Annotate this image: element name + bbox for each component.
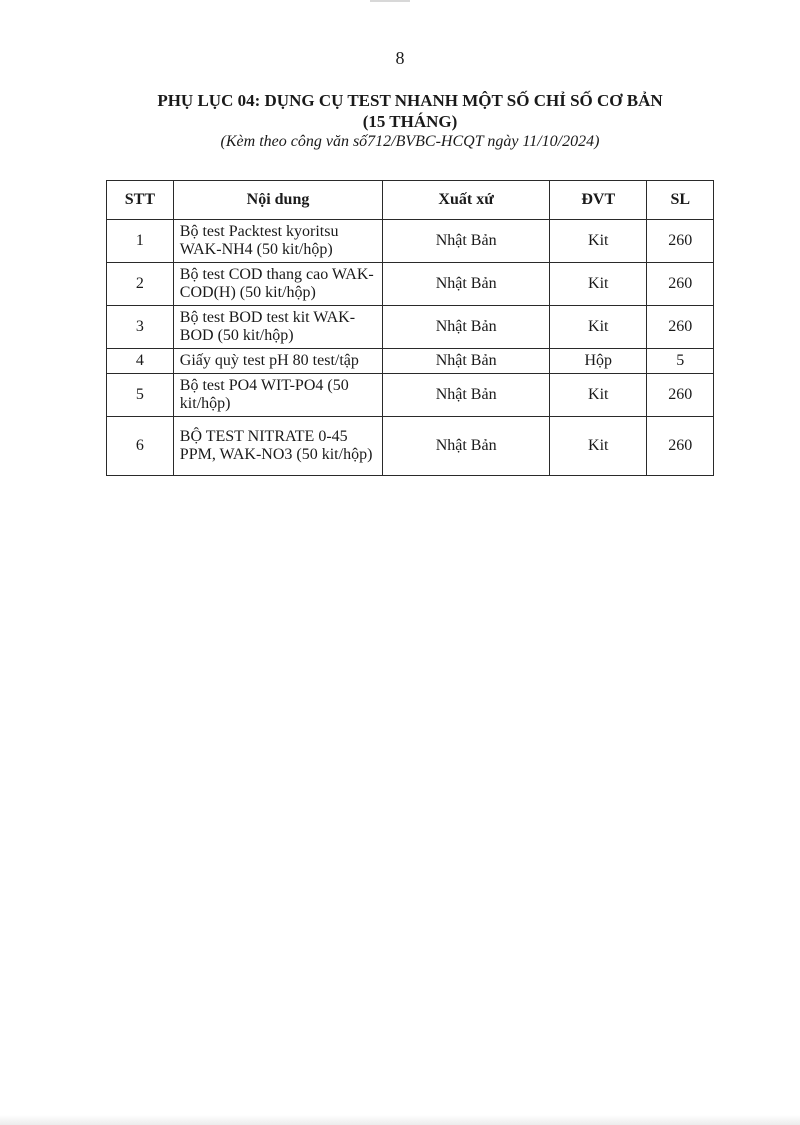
table-row	[107, 220, 714, 263]
cell-stt: 1	[107, 220, 174, 263]
header-content: Nội dung	[173, 181, 382, 220]
cell-qty: 5	[647, 349, 714, 374]
cell-stt: 3	[107, 306, 174, 349]
cell-unit: Kit	[550, 263, 647, 306]
cell-qty: 260	[647, 374, 714, 417]
cell-origin: Nhật Bản	[383, 263, 550, 306]
cell-content: Bộ test COD thang cao WAK-COD(H) (50 kit/hộp)	[173, 263, 382, 306]
cell-stt: 2	[107, 263, 174, 306]
appendix-title-line1: PHỤ LỤC 04: DỤNG CỤ TEST NHANH MỘT SỐ CHỈ SỐ CƠ BẢN	[157, 91, 663, 110]
cell-content: Giấy quỳ test pH 80 test/tập	[173, 349, 382, 374]
appendix-subtitle: (Kèm theo công văn số712/BVBC-HCQT ngày 11/10/2024)	[220, 133, 600, 150]
cell-unit: Hộp	[550, 349, 647, 374]
appendix-title	[100, 90, 720, 132]
table-row	[107, 349, 714, 374]
table-header-row	[107, 181, 714, 220]
cell-stt: 5	[107, 374, 174, 417]
table-row	[107, 417, 714, 476]
table-row	[107, 306, 714, 349]
cell-origin: Nhật Bản	[383, 417, 550, 476]
cell-unit: Kit	[550, 220, 647, 263]
header-stt: STT	[107, 181, 174, 220]
cell-qty: 260	[647, 263, 714, 306]
cell-unit: Kit	[550, 306, 647, 349]
cell-qty: 260	[647, 306, 714, 349]
cell-qty: 260	[647, 220, 714, 263]
cell-origin: Nhật Bản	[383, 349, 550, 374]
table-row	[107, 374, 714, 417]
cell-content: BỘ TEST NITRATE 0-45 PPM, WAK-NO3 (50 kit/hộp)	[173, 417, 382, 476]
cell-qty: 260	[647, 417, 714, 476]
items-table	[106, 180, 714, 476]
cell-content: Bộ test BOD test kit WAK-BOD (50 kit/hộp)	[173, 306, 382, 349]
header-unit: ĐVT	[550, 181, 647, 220]
header-origin: Xuất xứ	[383, 181, 550, 220]
appendix-title-line2: (15 THÁNG)	[362, 112, 458, 131]
scan-artifact-bottom	[0, 1115, 800, 1125]
cell-origin: Nhật Bản	[383, 220, 550, 263]
cell-unit: Kit	[550, 417, 647, 476]
header-qty: SL	[647, 181, 714, 220]
cell-unit: Kit	[550, 374, 647, 417]
cell-stt: 6	[107, 417, 174, 476]
cell-stt: 4	[107, 349, 174, 374]
cell-content: Bộ test PO4 WIT-PO4 (50 kit/hộp)	[173, 374, 382, 417]
cell-origin: Nhật Bản	[383, 374, 550, 417]
page-number: 8	[395, 48, 405, 68]
cell-origin: Nhật Bản	[383, 306, 550, 349]
cell-content: Bộ test Packtest kyoritsu WAK-NH4 (50 kit/hộp)	[173, 220, 382, 263]
table-row	[107, 263, 714, 306]
scan-artifact-top	[370, 0, 410, 2]
